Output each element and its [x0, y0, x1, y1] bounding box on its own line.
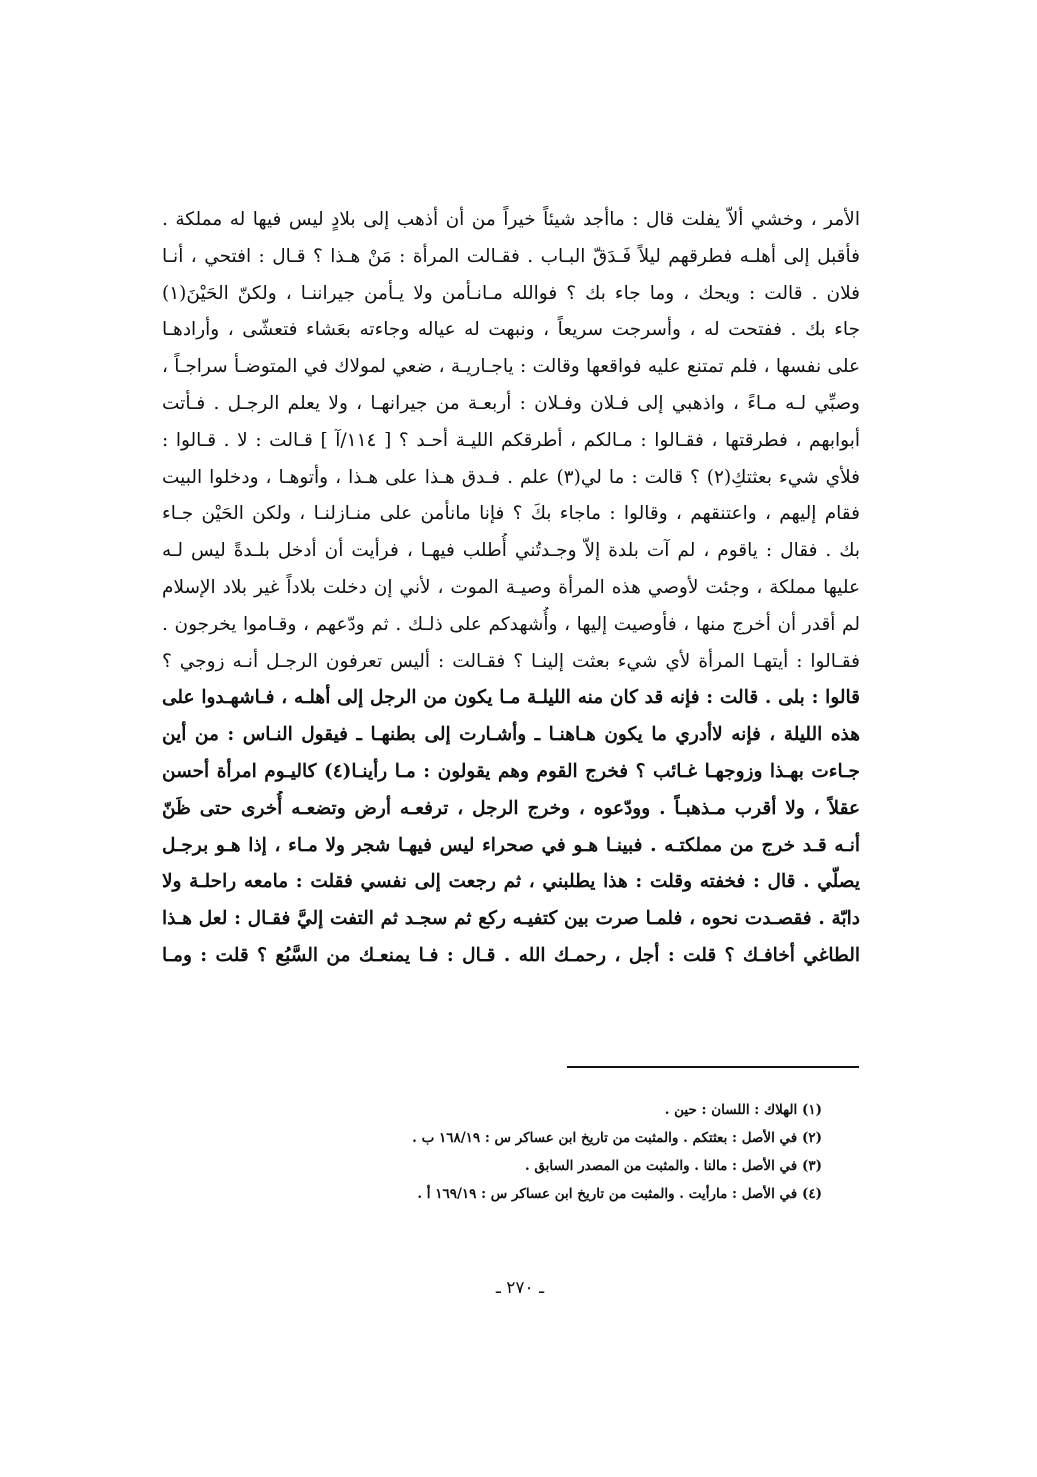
footnote: (١) الهلاك : اللسان : حين . — [664, 1102, 822, 1118]
text-line: يصلّي . قال : فخفته وقلت : هذا يطلبني ، ثم رجعت إلى نفسي فقلت : مامعه راحلـة ولا — [162, 871, 860, 893]
text-line: الطاغي أخافـك ؟ قلت : أجل ، رحمـك الله . قـال : فـا يمنعـك من السَّبُع ؟ قلت : ومـا — [162, 944, 860, 966]
main-text — [162, 202, 860, 975]
text-line: هذه الليلة ، فإنه لاأدري ما يكون هـاهنـا ـ وأشـارت إلى بطنهـا ـ فيقول النـاس : من أين — [162, 724, 860, 746]
footnote: (٤) في الأصل : مارأيت . والمثبت من تاريخ ابن عساكر س : ١٦٩/١٩ أ . — [417, 1186, 822, 1202]
text-line: دابّة . فقصـدت نحوه ، فلمـا صرت بين كتفيـه ركع ثم سجـد ثم التفت إليَّ فقـال : لعل هـذا — [162, 908, 860, 930]
text-line: عليها مملكة ، وجئت لأوصي هذه المرأة وصيـة الموت ، لأني إن دخلت بلاداً غير بلاد الإسلام — [162, 576, 860, 598]
footnote: (٣) في الأصل : مالنا . والمثبت من المصدر السابق . — [524, 1158, 822, 1174]
text-line: فلان . قالت : ويحك ، وما جاء بك ؟ فوالله مـانـأمن ولا يـأمن جيراننـا ، ولكنّ الحَيْنَ(١) — [162, 282, 860, 304]
footnote: (٢) في الأصل : بعثتكم . والمثبت من تاريخ ابن عساكر س : ١٦٨/١٩ ب . — [412, 1130, 822, 1146]
text-line: لم أقدر أن أخرج منها ، فأوصيت إليها ، وأُشهدكم على ذلـك . ثم ودّعهم ، وقـاموا يخرجون . — [162, 613, 860, 635]
text-line: أنـه قـد خرج من مملكتـه . فبينـا هـو في صحراء ليس فيهـا شجر ولا مـاء ، إذا هـو برجـل — [162, 834, 860, 856]
text-line: الأمر ، وخشي ألاّ يفلت قال : ماأجد شيئاً خيراً من أن أذهب إلى بلادٍ ليس فيها له مملكة . — [162, 209, 860, 230]
text-line: قالوا : بلى . قالت : فإنه قد كان منه الليلـة مـا يكون من الرجل إلى أهلـه ، فـاشهـدوا على — [162, 687, 860, 709]
text-line: فقـالوا : أيتهـا المرأة لأي شيء بعثت إلينـا ؟ فقـالت : أليس تعرفون الرجـل أنـه زوجي ؟ — [162, 650, 860, 672]
text-line: على نفسها ، فلم تمتنع عليه فواقعها وقالت : ياجـاريـة ، ضعي لمولاك في المتوضـأ سراجـاً ، — [162, 356, 860, 378]
text-line: فقام إليهم ، واعتنقهم ، وقالوا : ماجاء بكَ ؟ فإنا مانأمن على منـازلنـا ، ولكن الحَيْن جـاء — [162, 503, 860, 525]
text-line: وصبِّي لـه مـاءً ، واذهبي إلى فـلان وفـلان : أربعـة من جيرانهـا ، ولا يعلم الرجـل . فـأتت — [162, 392, 860, 414]
text-line: جاء بك . ففتحت له ، وأسرجت سريعاً ، ونبهت له عياله وجاءته بعَشاء فتعشّى ، وأرادهـا — [162, 319, 860, 341]
text-line: عقلاً ، ولا أقرب مـذهبـاً . وودّعوه ، وخرج الرجل ، ترفعـه أرض وتضعـه أُخرى حتى ظَنّ — [162, 797, 860, 819]
page-number: ـ ٢٧٠ ـ — [495, 1278, 545, 1298]
text-line: أبوابهم ، فطرقتها ، فقـالوا : مـالكم ، أطرقكم الليـة أحـد ؟ [ ١١٤/آ ] قـالت : لا . قـالوا : — [162, 429, 860, 451]
text-line: بك . فقال : ياقوم ، لم آت بلدة إلاّ وجـدتُني أُطلب فيهـا ، فرأيت أن أدخل بلـدةً ليس لـه — [162, 540, 860, 562]
footnotes — [300, 1096, 822, 1208]
text-line: جـاءت بهـذا وزوجهـا غـائب ؟ فخرج القوم وهم يقولون : مـا رأينـا(٤) كاليـوم امرأة أحسن — [162, 760, 860, 782]
text-line: فأقبل إلى أهلـه فطرقهم ليلاً فَـدَقّ البـاب . فقـالت المرأة : مَنْ هـذا ؟ قـال : افتحي ، أنـا — [162, 245, 860, 267]
footnote-divider — [567, 1066, 859, 1068]
text-line: فلأي شيء بعثتكِ(٢) ؟ قالت : ما لي(٣) علم . فـدق هـذا على هـذا ، وأتوهـا ، ودخلوا البيت — [162, 466, 860, 488]
